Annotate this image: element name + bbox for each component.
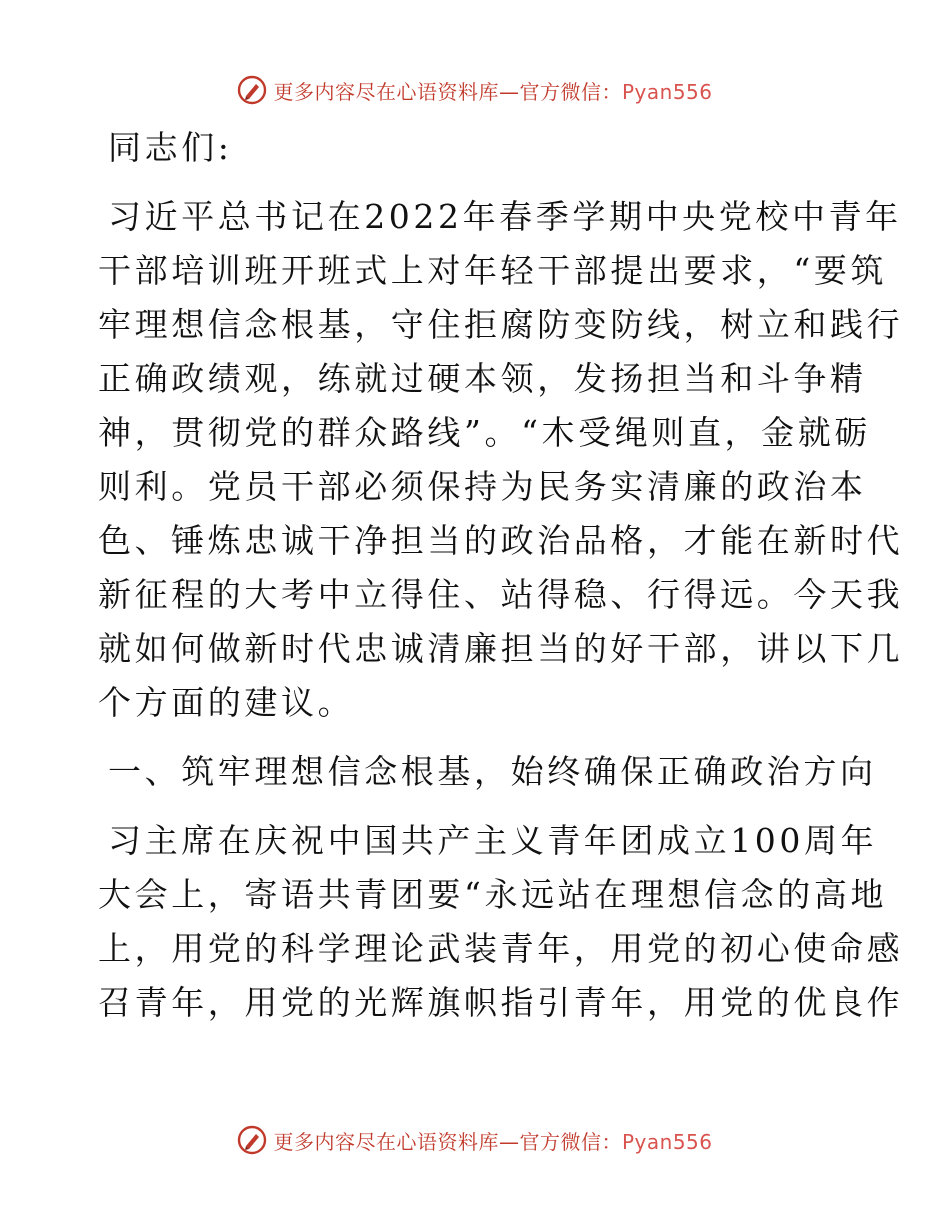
paragraph-line: 习近平总书记在2022年春季学期中央党校中青年 bbox=[108, 197, 902, 236]
paragraph-line: 正确政绩观，练就过硬本领，发扬担当和斗争精 bbox=[98, 359, 867, 398]
pen-logo-icon bbox=[237, 1125, 267, 1155]
salutation: 同志们: bbox=[108, 128, 233, 167]
paragraph-line: 召青年，用党的光辉旗帜指引青年，用党的优良作 bbox=[98, 983, 904, 1022]
watermark-text: 更多内容尽在心语资料库—官方微信：Pyan556 bbox=[273, 1129, 713, 1154]
paragraph-line: 则利。党员干部必须保持为民务实清廉的政治本 bbox=[98, 467, 867, 506]
watermark-banner-top bbox=[0, 70, 950, 110]
pen-logo-icon bbox=[237, 75, 267, 105]
watermark-text: 更多内容尽在心语资料库—官方微信：Pyan556 bbox=[273, 79, 713, 104]
paragraph-line: 上，用党的科学理论武装青年，用党的初心使命感 bbox=[98, 929, 904, 968]
paragraph-line: 新征程的大考中立得住、站得稳、行得远。今天我 bbox=[98, 575, 904, 614]
paragraph-line: 牢理想信念根基，守住拒腐防变防线，树立和践行 bbox=[98, 305, 904, 344]
paragraph-line: 神，贯彻党的群众路线”。“木受绳则直，金就砺 bbox=[98, 413, 871, 452]
watermark-handle: Pyan556 bbox=[621, 79, 713, 104]
paragraph-line: 习主席在庆祝中国共产主义青年团成立100周年 bbox=[108, 821, 878, 860]
paragraph-line: 个方面的建议。 bbox=[98, 683, 355, 722]
section-heading: 一、筑牢理想信念根基，始终确保正确政治方向 bbox=[108, 752, 877, 791]
watermark-banner-bottom bbox=[0, 1120, 950, 1160]
paragraph-line: 色、锤炼忠诚干净担当的政治品格，才能在新时代 bbox=[98, 521, 904, 560]
paragraph-line: 大会上，寄语共青团要“永远站在理想信念的高地 bbox=[98, 875, 888, 914]
paragraph-line: 就如何做新时代忠诚清廉担当的好干部，讲以下几 bbox=[98, 629, 904, 668]
paragraph-1 bbox=[98, 190, 904, 730]
paragraph-2 bbox=[98, 814, 904, 1030]
paragraph-line: 干部培训班开班式上对年轻干部提出要求，“要筑 bbox=[98, 251, 888, 290]
document-body bbox=[98, 120, 904, 1030]
watermark-handle: Pyan556 bbox=[621, 1129, 713, 1154]
